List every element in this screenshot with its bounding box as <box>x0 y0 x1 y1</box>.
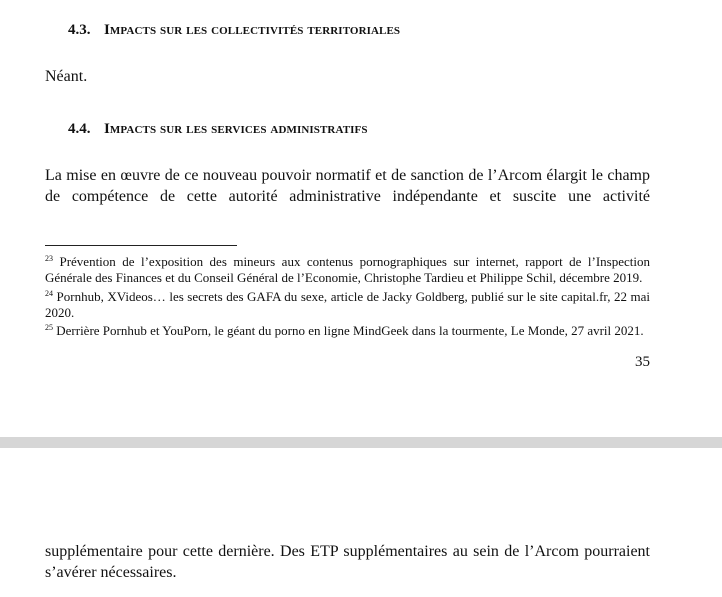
section-heading-4-4 <box>68 121 368 138</box>
footnote-separator <box>45 245 237 246</box>
footnote-text: Derrière Pornhub et YouPorn, le géant du porno en ligne MindGeek dans la tourmente, Le Monde, 27 avril 2021. <box>56 323 644 338</box>
section-heading-4-3 <box>68 22 400 39</box>
continuation-paragraph: supplémentaire pour cette dernière. Des ETP supplémentaires au sein de l’Arcom pourraient s’avérer nécessaires. <box>45 543 650 581</box>
footnote-mark: 23 <box>45 254 53 263</box>
section-4-4-body: La mise en œuvre de ce nouveau pouvoir normatif et de sanction de l’Arcom élargit le champ de compétence de cette autorité administrative indépendante et suscite une activité <box>45 167 650 205</box>
footnote-text: Pornhub, XVideos… les secrets des GAFA du sexe, article de Jacky Goldberg, publié sur le site capital.fr, 22 mai 2020. <box>45 289 651 320</box>
footnote-25 <box>45 323 650 339</box>
footnote-24 <box>45 289 650 321</box>
footnote-mark: 24 <box>45 289 53 298</box>
document-page-36 <box>0 448 722 597</box>
page-separator <box>0 437 722 448</box>
footnote-mark: 25 <box>45 323 53 332</box>
section-number: 4.4. <box>68 121 91 137</box>
section-title: Impacts sur les services administratifs <box>104 121 368 137</box>
section-4-3-body: Néant. <box>45 68 88 85</box>
section-number: 4.3. <box>68 22 91 38</box>
footnote-text: Prévention de l’exposition des mineurs aux contenus pornographiques sur internet, rapport de l’Inspection Générale des Finances et du Conseil Général de l’Economie, Christophe Tardieu et Philippe Schil, décembre 2019. <box>45 254 650 285</box>
page-number: 35 <box>635 354 650 370</box>
section-title: Impacts sur les collectivités territoriales <box>104 22 401 38</box>
footnote-23 <box>45 254 650 286</box>
